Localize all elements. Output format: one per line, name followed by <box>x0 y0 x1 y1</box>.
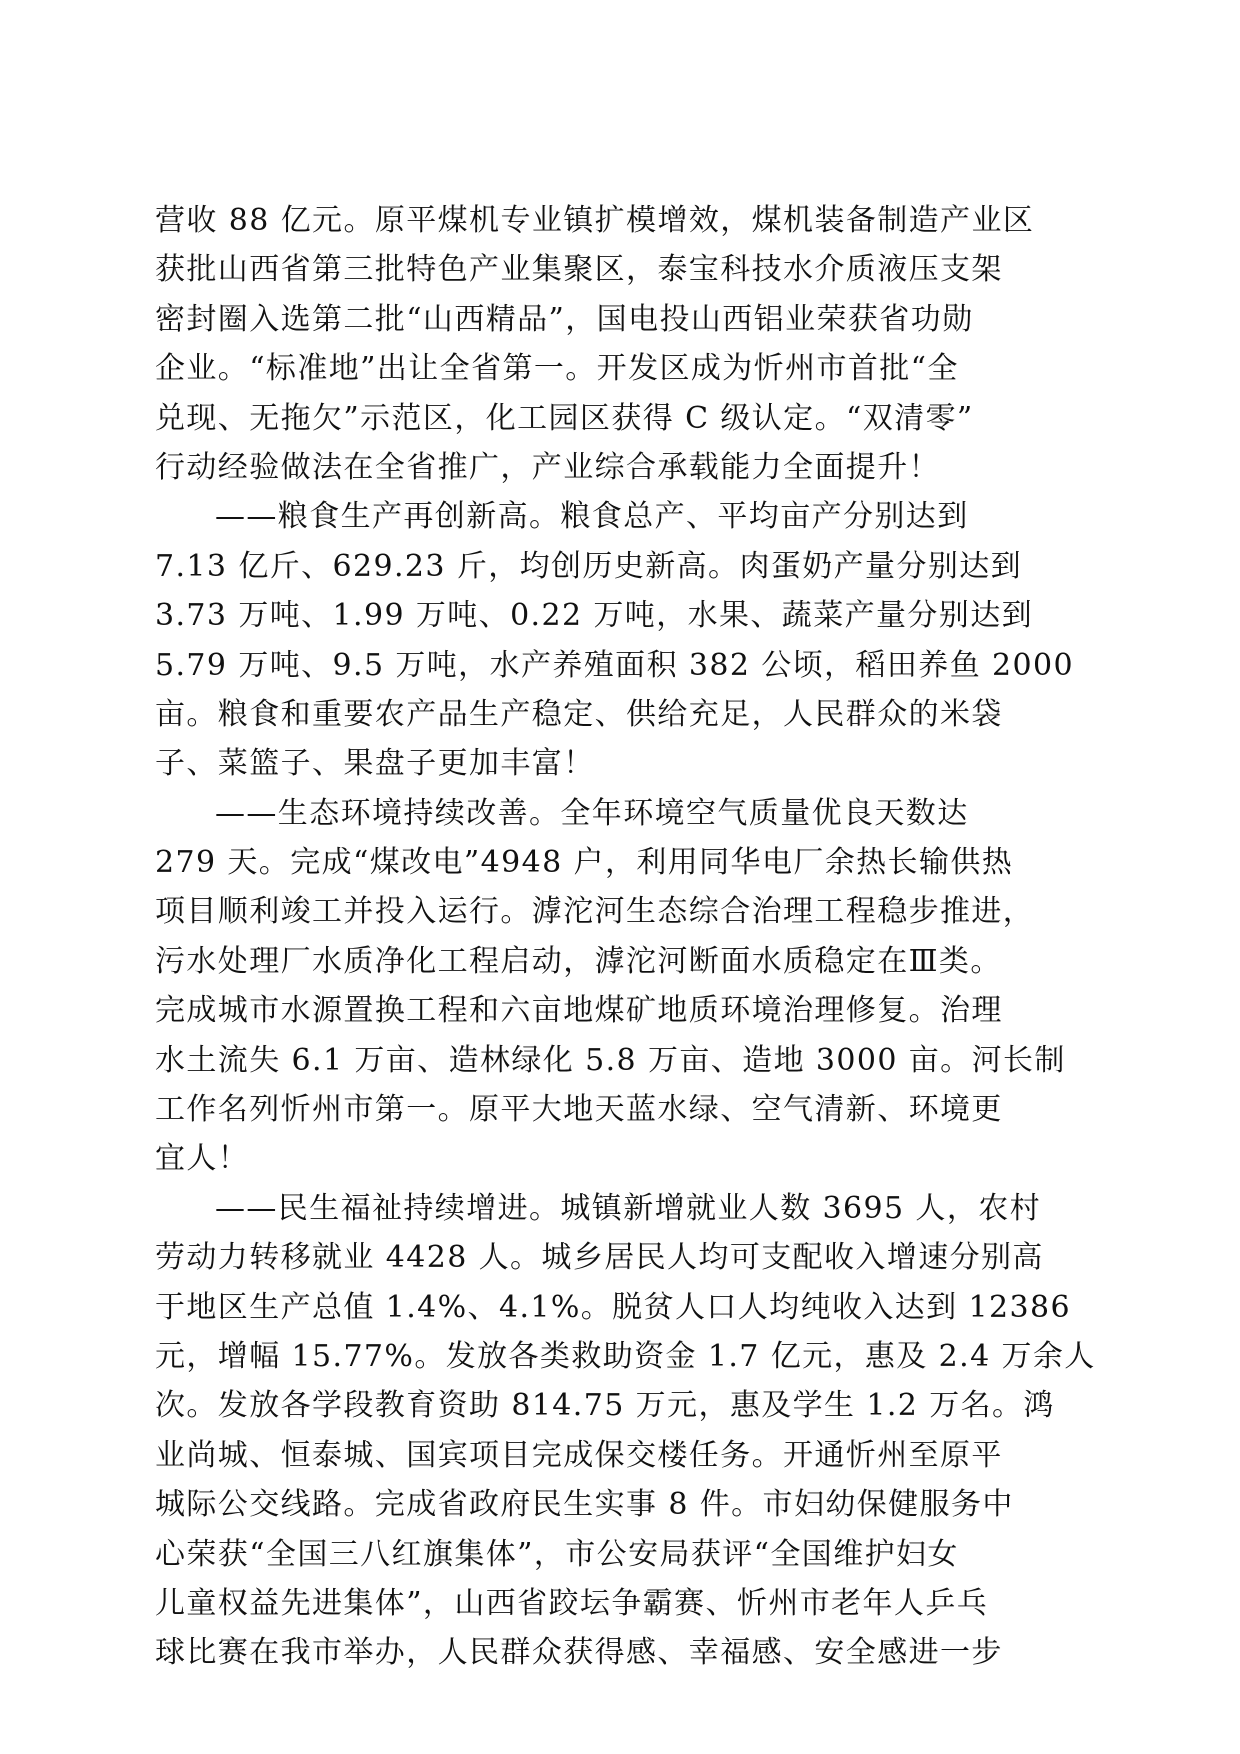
text-line: 获批山西省第三批特色产业集聚区，泰宝科技水介质液压支架 <box>155 252 1003 288</box>
text-line: 完成城市水源置换工程和六亩地煤矿地质环境治理修复。治理 <box>155 993 1003 1029</box>
text-line: 工作名列忻州市第一。原平大地天蓝水绿、空气清新、环境更 <box>155 1092 1003 1128</box>
section-heading-line: ——民生福祉持续增进。城镇新增就业人数 3695 人，农村 <box>215 1190 1042 1226</box>
text-line: 业尚城、恒泰城、国宾项目完成保交楼任务。开通忻州至原平 <box>155 1437 1003 1473</box>
text-line: 球比赛在我市举办，人民群众获得感、幸福感、安全感进一步 <box>155 1635 1003 1671</box>
text-line: 次。发放各学段教育资助 814.75 万元，惠及学生 1.2 万名。鸿 <box>155 1388 1055 1424</box>
text-line: 城际公交线路。完成省政府民生实事 8 件。市妇幼保健服务中 <box>155 1487 1014 1523</box>
section-heading-line: ——生态环境持续改善。全年环境空气质量优良天数达 <box>215 795 969 831</box>
text-line: 7.13 亿斤、629.23 斤，均创历史新高。肉蛋奶产量分别达到 <box>155 548 1023 584</box>
text-line: 营收 88 亿元。原平煤机专业镇扩模增效，煤机装备制造产业区 <box>155 203 1035 238</box>
text-line: 子、菜篮子、果盘子更加丰富！ <box>155 746 595 782</box>
text-line: 污水处理厂水质净化工程启动，滹沱河断面水质稳定在Ⅲ类。 <box>155 943 1002 979</box>
text-line: 3.73 万吨、1.99 万吨、0.22 万吨，水果、蔬菜产量分别达到 <box>155 598 1033 634</box>
text-line: 劳动力转移就业 4428 人。城乡居民人均可支配收入增速分别高 <box>155 1240 1044 1276</box>
text-line: 于地区生产总值 1.4%、4.1%。脱贫人口人均纯收入达到 12386 <box>155 1289 1071 1325</box>
text-line: 行动经验做法在全省推广，产业综合承载能力全面提升！ <box>155 449 940 485</box>
text-line: 水土流失 6.1 万亩、造林绿化 5.8 万亩、造地 3000 亩。河长制 <box>155 1042 1066 1078</box>
text-line: 5.79 万吨、9.5 万吨，水产养殖面积 382 公顷，稻田养鱼 2000 <box>155 647 1074 683</box>
text-line: 宜人！ <box>155 1141 250 1177</box>
text-line: 亩。粮食和重要农产品生产稳定、供给充足，人民群众的米袋 <box>155 696 1003 732</box>
text-line: 企业。“标准地”出让全省第一。开发区成为忻州市首批“全 <box>155 351 959 387</box>
text-line: 279 天。完成“煤改电”4948 户，利用同华电厂余热长输供热 <box>155 845 1014 881</box>
text-line: 项目顺利竣工并投入运行。滹沱河生态综合治理工程稳步推进， <box>155 894 1035 930</box>
body-text <box>155 196 1096 1678</box>
text-line: 密封圈入选第二批“山西精品”，国电投山西铝业荣获省功勋 <box>155 301 974 337</box>
text-line: 元，增幅 15.77%。发放各类救助资金 1.7 亿元，惠及 2.4 万余人 <box>155 1338 1096 1374</box>
text-line: 儿童权益先进集体”，山西省跤坛争霸赛、忻州市老年人乒乓 <box>155 1585 989 1621</box>
text-line: 兑现、无拖欠”示范区，化工园区获得 C 级认定。“双清零” <box>155 400 974 436</box>
text-line: 心荣获“全国三八红旗集体”，市公安局获评“全国维护妇女 <box>155 1536 959 1572</box>
section-heading-line: ——粮食生产再创新高。粮食总产、平均亩产分别达到 <box>215 499 969 535</box>
